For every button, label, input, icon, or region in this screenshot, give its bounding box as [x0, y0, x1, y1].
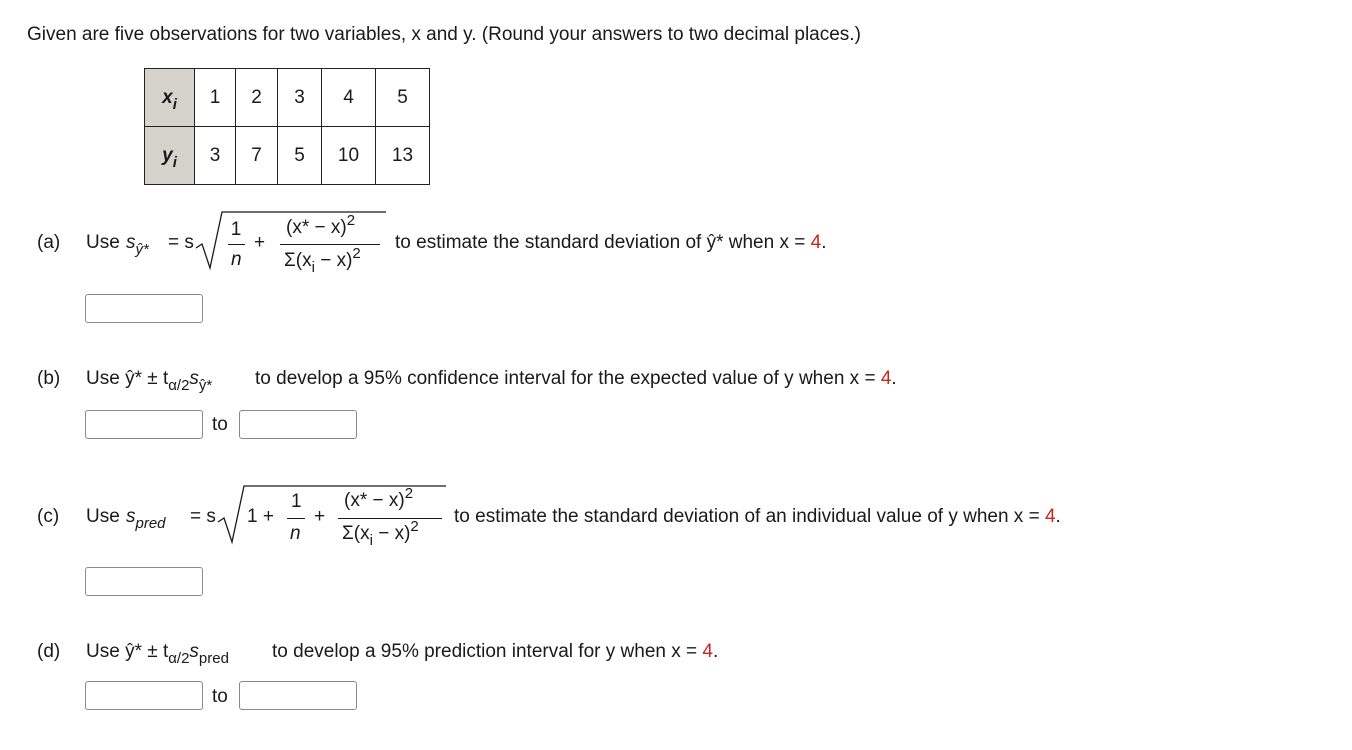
part-d-formula: Use ŷ* ± $t_{\alpha/2}s_{pred}$ — [86, 641, 229, 667]
frac2-numerator: $(x* - x)^2$ — [286, 212, 356, 238]
table-cell: 13 — [376, 127, 430, 185]
answer-b-upper-input[interactable] — [239, 410, 357, 439]
to-label: to — [212, 414, 228, 435]
part-c-s: $s_{pred}$ — [126, 506, 166, 532]
frac-den-n: n — [231, 249, 242, 270]
part-c-eq: = s — [190, 506, 216, 527]
fraction-bar — [280, 244, 380, 245]
frac2-denominator: $\Sigma(x_i - x)^2$ — [342, 518, 419, 549]
part-a-s: $s_{ŷ*}$ — [126, 232, 149, 258]
frac2-numerator: $(x* - x)^2$ — [344, 485, 414, 511]
fraction-bar — [338, 518, 442, 519]
frac-one-over-n: 1 — [230, 219, 242, 240]
table-cell: 7 — [236, 127, 278, 185]
answer-a-input[interactable] — [85, 294, 203, 323]
part-d-label: (d) — [37, 641, 61, 662]
row-header-x: $x_i$ — [145, 69, 195, 127]
part-a-eq: = s — [168, 232, 194, 253]
table-cell: 3 — [195, 127, 236, 185]
table-cell: 3 — [278, 69, 322, 127]
part-b-label: (b) — [37, 368, 61, 389]
row-header-y: $y_i$ — [145, 127, 195, 185]
part-d-text: to develop a 95% prediction interval for y when x = 4. — [272, 641, 719, 662]
table-cell: 10 — [322, 127, 376, 185]
part-a-text: to estimate the standard deviation of ŷ* when x = 4. — [395, 232, 827, 253]
part-c-use: Use — [86, 506, 120, 527]
frac-den-n: n — [290, 523, 301, 544]
table-cell: 5 — [278, 127, 322, 185]
table-row — [145, 127, 430, 185]
answer-d-upper-input[interactable] — [239, 681, 357, 710]
to-label: to — [212, 686, 228, 707]
table-cell: 5 — [376, 69, 430, 127]
part-a-label: (a) — [37, 232, 61, 253]
frac-num-1: 1 — [291, 491, 302, 512]
table-cell: 2 — [236, 69, 278, 127]
intro-text: Given are five observations for two variables, x and y. (Round your answers to two decimal places.) — [27, 24, 861, 45]
frac2-denominator: $\Sigma(x_i - x)^2$ — [284, 245, 361, 276]
answer-c-input[interactable] — [85, 567, 203, 596]
part-b-text: to develop a 95% confidence interval for the expected value of y when x = 4. — [255, 368, 897, 389]
part-a-use: Use — [86, 232, 120, 253]
observation-table — [144, 68, 430, 185]
fraction-bar — [228, 244, 245, 245]
plus-sign: + — [314, 506, 326, 527]
part-c-text: to estimate the standard deviation of an individual value of y when x = 4. — [454, 506, 1061, 527]
one-plus: 1 + — [247, 506, 274, 527]
fraction-bar — [287, 518, 305, 519]
answer-b-lower-input[interactable] — [85, 410, 203, 439]
table-row — [145, 69, 430, 127]
part-b-formula: Use ŷ* ± $t_{\alpha/2}s_{ŷ*}$ — [86, 368, 213, 394]
part-c-label: (c) — [37, 506, 60, 527]
answer-d-lower-input[interactable] — [85, 681, 203, 710]
plus-sign: + — [254, 232, 266, 253]
table-cell: 1 — [195, 69, 236, 127]
table-cell: 4 — [322, 69, 376, 127]
